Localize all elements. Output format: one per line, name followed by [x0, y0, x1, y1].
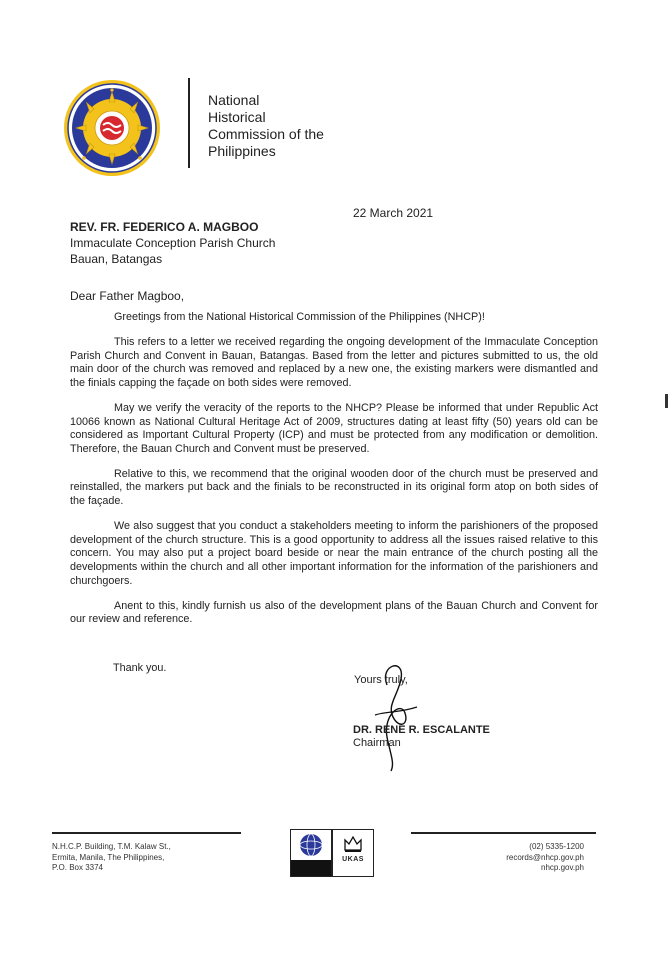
org-line-1: National — [208, 92, 260, 108]
ukas-badge — [332, 829, 374, 877]
signatory-name: DR. RENE R. ESCALANTE — [353, 724, 490, 736]
address-line-3: P.O. Box 3374 — [52, 863, 103, 872]
recipient-line-2: Bauan, Batangas — [70, 252, 163, 266]
ukas-label: UKAS — [342, 856, 364, 863]
footer-contact — [450, 842, 584, 874]
paragraph-1: Greetings from the National Historical Commission of the Philippines (NHCP)! — [114, 311, 485, 323]
addressee-block — [70, 219, 275, 267]
paragraph-5: We also suggest that you conduct a stakeholders meeting to inform the parishioners of the proposed development of the church structure. This is a good opportunity to address all the issues raised relative to this concern. You may also put a project board beside or near the main entrance of the church posting all the developments within the church and all other important information for the information of the parishioners and churchgoers. — [70, 520, 598, 587]
contact-website: nhcp.gov.ph — [541, 863, 584, 872]
org-line-3: Commission of the — [208, 126, 324, 142]
organization-name — [208, 92, 324, 160]
crown-icon — [333, 830, 373, 856]
letter-date: 22 March 2021 — [353, 206, 434, 220]
footer-rule-left — [52, 832, 241, 834]
paragraph-6: Anent to this, kindly furnish us also of the development plans of the Bauan Church and Convent for our review and reference. — [70, 599, 598, 626]
org-line-2: Historical — [208, 109, 266, 125]
iso-certification-badge — [290, 829, 332, 877]
footer-rule-right — [411, 832, 596, 834]
nhcp-seal-logo — [62, 78, 162, 178]
letterhead-divider — [188, 78, 190, 168]
letter-body — [70, 311, 598, 638]
signatory-title: Chairman — [353, 737, 401, 749]
org-line-4: Philippines — [208, 143, 276, 159]
footer-address — [52, 842, 171, 874]
globe-icon — [291, 830, 331, 860]
handwritten-signature — [365, 655, 425, 775]
address-line-2: Ermita, Manila, The Philippines, — [52, 852, 165, 862]
recipient-line-1: Immaculate Conception Parish Church — [70, 236, 276, 250]
salutation: Dear Father Magboo, — [70, 289, 185, 303]
signatory-block — [353, 724, 490, 750]
closing: Yours truly, — [354, 674, 408, 686]
contact-phone: (02) 5335-1200 — [529, 842, 584, 851]
paragraph-3: May we verify the veracity of the reports to the NHCP? Please be informed that under Republic Act 10066 known as National Cultural Heritage Act of 2009, structures dating at least fifty (50) years old can be considered as Important Cultural Property (ICP) and must be protected from any modification or demolition. Therefore, the Bauan Church and Convent must be preserved. — [70, 401, 598, 455]
address-line-1: N.H.C.P. Building, T.M. Kalaw St., — [52, 842, 171, 851]
recipient-name: REV. FR. FEDERICO A. MAGBOO — [70, 220, 259, 234]
thank-you-line: Thank you. — [113, 662, 167, 674]
paragraph-2: This refers to a letter we received regarding the ongoing development of the Immaculate Conception Parish Church and Convent in Bauan, Batangas. Based from the letter and pictures submitted to us, the old main door of the church was removed and replaced by a new one, the existing markers were dismantled and the finials capping the façade on both sides were removed. — [70, 336, 598, 389]
certification-badges — [290, 829, 372, 875]
paragraph-4: Relative to this, we recommend that the original wooden door of the church must be preserved and reinstalled, the markers put back and the finials to be reconstructed in its original form atop on both sides of the façade. — [70, 467, 598, 508]
contact-email: records@nhcp.gov.ph — [506, 852, 584, 862]
